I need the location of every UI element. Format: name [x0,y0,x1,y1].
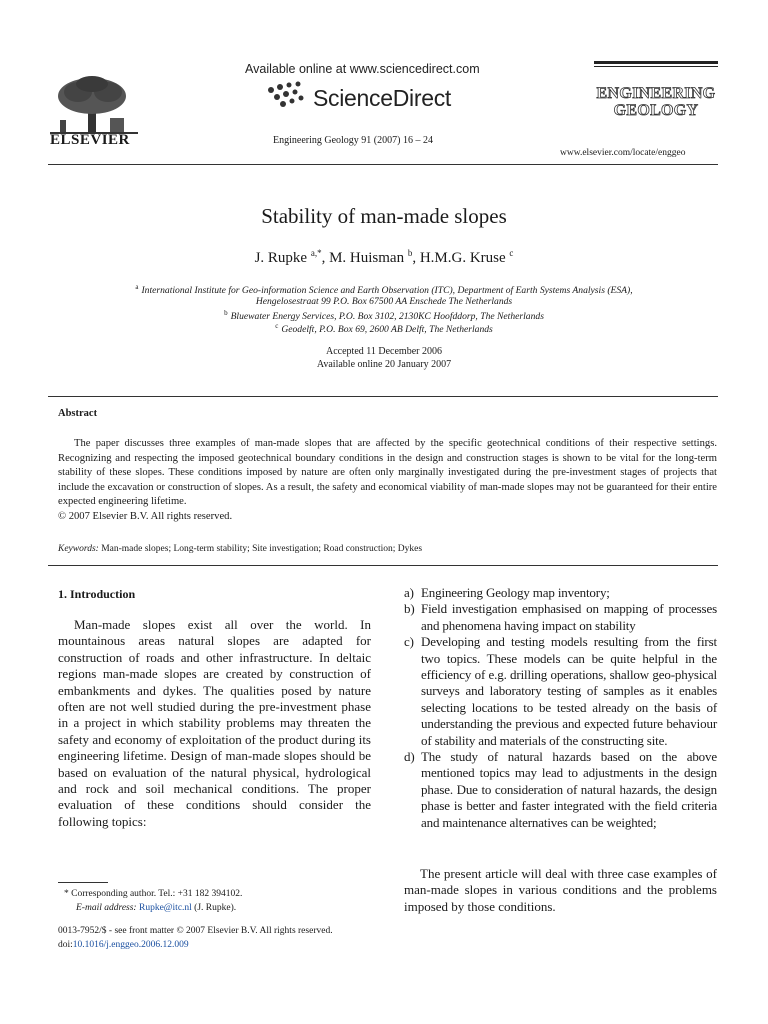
header-divider [48,164,718,165]
journal-logo-rule [594,61,718,64]
journal-logo-rule-thin [594,66,718,67]
publisher-name: ELSEVIER [50,132,130,148]
sciencedirect-dots-icon [265,80,311,110]
list-item-mark: b) [404,601,415,617]
accepted-date: Accepted 11 December 2006 [326,346,442,357]
author-affiliation-mark: b [407,248,413,258]
abstract-text: The paper discusses three examples of man-made slopes that are affected by the specific geotechnical conditions of their respective settings. Recognizing and respecting the imposed geotechnical boundary conditions in the design and construction stages is shown to be vital for the long-term stability of these slopes. These conditions imposed by nature are often only marginally investigated during the pre-investment stages of projects that include the excavation or construction of slopes. As a result, the safety and economical viability of man-made slopes may not be guaranteed for their entire expected engineering lifetime. [58,438,717,507]
affiliation-c: $^c$ Geodelft, P.O. Box 69, 2600 AB Delft, The Netherlands [275,322,493,336]
article-title: Stability of man-made slopes [261,204,507,228]
list-item [404,585,717,601]
email-note [76,903,236,913]
journal-citation: Engineering Geology 91 (2007) 16 – 24 [273,135,433,146]
author-affiliation-mark: c [509,248,514,258]
journal-url[interactable]: www.elsevier.com/locate/enggeo [560,148,686,158]
doi-link[interactable]: 10.1016/j.enggeo.2006.12.009 [72,940,189,950]
list-item-mark: d) [404,749,415,765]
doi-line [58,940,189,950]
abstract-heading: Abstract [58,408,98,419]
closing-paragraph: The present article will deal with three case examples of man-made slopes in various conditions and the problems imposed by those conditions. [404,866,717,914]
email-link[interactable]: Rupke@itc.nl [138,903,192,913]
abstract-body [58,437,717,524]
footnote-rule [58,882,108,883]
abstract-top-rule [48,396,718,397]
journal-logo [594,85,718,119]
keywords [58,544,422,554]
list-item-text: The study of natural hazards based on the above mentioned topics may lead to adjustments in the design phase. Due to consideration of natural hazards, the design phase is better and faster integrated with the field criteria and maintenance alternatives can be weighted; [421,749,717,830]
author-affiliation-mark: a,* [310,248,322,258]
available-date: Available online 20 January 2007 [316,359,452,370]
author-name: M. Huisman [329,250,405,266]
list-item-text: Developing and testing models resulting from the first two topics. These models can be quite helpful in the efficiency of e.g. drilling operations, shallow geo-physical surveys and laboratory testing of samples as it enables selecting locations to be tested already on the basis of understanding the previous and expected future behaviour of stability and materials of the constructing site. [421,634,717,748]
affiliation-b: $^b$ Bluewater Energy Services, P.O. Box 3102, 2130KC Hoofddorp, The Netherlands [224,309,544,323]
doi-prefix: doi: [58,940,73,950]
keywords-label: Keywords: [58,544,99,554]
section-heading-introduction: 1. Introduction [58,587,136,601]
front-matter-note: 0013-7952/$ - see front matter © 2007 Elsevier B.V. All rights reserved. [58,926,333,936]
sciencedirect-logo-text: ScienceDirect [313,85,451,111]
abstract-bottom-rule [48,565,718,566]
list-item-text: Field investigation emphasised on mapping of processes and phenomena having impact on stability [421,601,717,633]
journal-logo-line1: ENGINEERING [596,85,716,102]
author-name: H.M.G. Kruse [419,250,506,266]
list-item [404,634,717,749]
available-online-text[interactable]: Available online at www.sciencedirect.com [245,62,480,76]
email-suffix: (J. Rupke). [194,903,237,913]
keywords-list: Man-made slopes; Long-term stability; Site investigation; Road construction; Dykes [101,544,423,554]
corresponding-author-note: * Corresponding author. Tel.: +31 182 394102. [64,889,243,899]
email-label: E-mail address: [76,903,137,913]
intro-paragraph: Man-made slopes exist all over the world. In mountainous areas natural slopes are adapted for construction of roads and other infrastructure. In deltaic regions man-made slopes are created by construction of embankments and dykes. The qualities posed by nature often are not well studied during the pre-investment phase in a project in which stability problems may threaten the safety and economy of exploitation of the product during its engineering lifetime. Design of man-made slopes should be based on evaluation of the natural physical, hydrological and rock and soil mechanical conditions. The proper evaluation of these conditions should consider the following topics: [58,617,371,829]
author-name: J. Rupke [254,250,308,266]
affiliation-a-address: Hengelosestraat 99 P.O. Box 67500 AA Enschede The Netherlands [255,296,513,307]
topics-list [404,585,717,831]
list-item [404,601,717,634]
affiliation-a: $^a$ International Institute for Geo-information Science and Earth Observation (ITC), Department of Earth Systems Analysis (ESA), [135,283,633,297]
journal-logo-line2: GEOLOGY [613,102,699,119]
list-item [404,749,717,831]
list-item-text: Engineering Geology map inventory; [421,585,610,600]
abstract-copyright: © 2007 Elsevier B.V. All rights reserved. [58,510,233,522]
list-item-mark: a) [404,585,414,600]
author-list: J. Rupke $^{a,*}$, M. Huisman $^b$, H.M.G. Kruse $^c$ [254,248,514,266]
list-item-mark: c) [404,634,414,650]
